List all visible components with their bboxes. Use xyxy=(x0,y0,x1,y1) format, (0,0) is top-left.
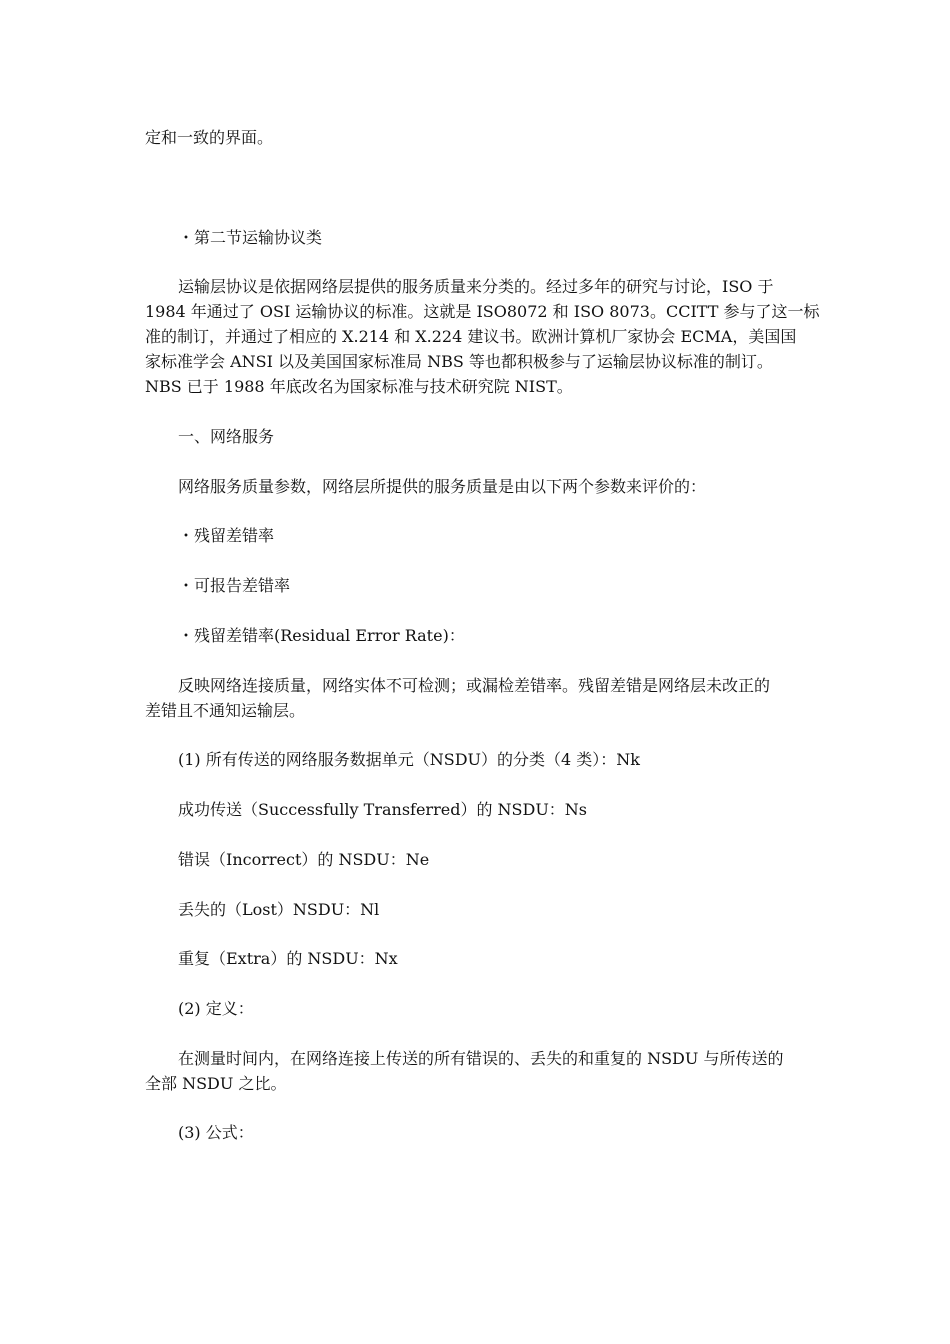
list-item-incorrect: 错误（Incorrect）的 NSDU：Ne xyxy=(178,850,430,869)
list-item-definition-heading: (2) 定义： xyxy=(178,999,254,1018)
list-item-successfully-transferred: 成功传送（Successfully Transferred）的 NSDU：Ns xyxy=(178,800,588,819)
paragraph-line: 在测量时间内，在网络连接上传送的所有错误的、丢失的和重复的 NSDU 与所传送的 xyxy=(178,1049,784,1068)
paragraph-residual-error xyxy=(145,673,810,723)
paragraph-line: 全部 NSDU 之比。 xyxy=(145,1074,287,1093)
paragraph-transport-protocols xyxy=(145,274,820,399)
paragraph-line: 运输层协议是依据网络层提供的服务质量来分类的。经过多年的研究与讨论，ISO 于 xyxy=(178,277,774,296)
paragraph-qos-params: 网络服务质量参数，网络层所提供的服务质量是由以下两个参数来评价的： xyxy=(178,477,707,496)
bullet-residual-error-rate: ・残留差错率 xyxy=(178,526,275,545)
paragraph-definition xyxy=(145,1046,810,1096)
paragraph-line: 反映网络连接质量，网络实体不可检测；或漏检差错率。残留差错是网络层未改正的 xyxy=(178,676,771,695)
paragraph-line: 准的制订，并通过了相应的 X.214 和 X.224 建议书。欧洲计算机厂家协会 ECMA，美国国 xyxy=(145,327,797,346)
section-heading: ・第二节运输协议类 xyxy=(178,228,323,247)
list-item-lost: 丢失的（Lost）NSDU：Nl xyxy=(178,900,380,919)
bullet-reportable-error-rate: ・可报告差错率 xyxy=(178,576,291,595)
bullet-residual-error-rate-definition: ・残留差错率(Residual Error Rate)： xyxy=(178,626,465,645)
list-item-extra: 重复（Extra）的 NSDU：Nx xyxy=(178,949,398,968)
paragraph-line: 1984 年通过了 OSI 运输协议的标准。这就是 ISO8072 和 ISO 8073。CCITT 参与了这一标 xyxy=(145,302,820,321)
paragraph-continuation: 定和一致的界面。 xyxy=(145,128,274,147)
paragraph-line: 差错且不通知运输层。 xyxy=(145,701,306,720)
subheading-network-service: 一、网络服务 xyxy=(178,427,275,446)
paragraph-line: 家标准学会 ANSI 以及美国国家标准局 NBS 等也都积极参与了运输层协议标准的制订。 xyxy=(145,352,773,371)
paragraph-line: NBS 已于 1988 年底改名为国家标准与技术研究院 NIST。 xyxy=(145,377,573,396)
list-item-formula-heading: (3) 公式： xyxy=(178,1123,254,1142)
list-item-nsdu-classification: (1) 所有传送的网络服务数据单元（NSDU）的分类（4 类）：Nk xyxy=(178,750,640,769)
